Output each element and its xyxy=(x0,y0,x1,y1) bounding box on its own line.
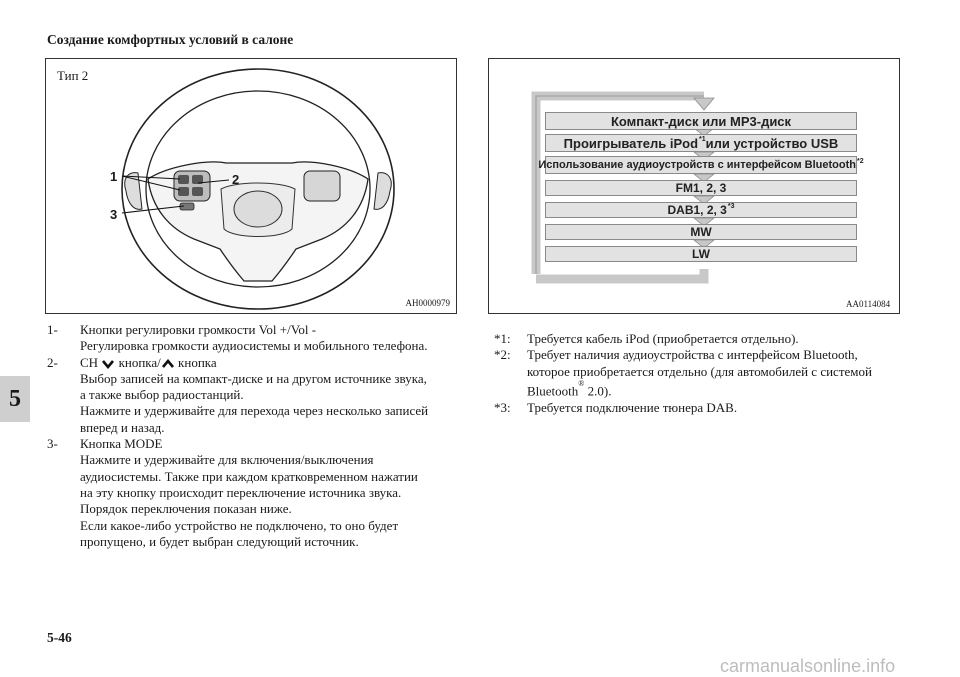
chapter-tab: 5 xyxy=(0,376,30,422)
list-item-volume xyxy=(47,322,462,355)
list-item-mode xyxy=(47,436,462,550)
item-line: а также выбор радиостанций. xyxy=(80,387,244,403)
source-label: MW xyxy=(690,225,712,239)
footnote-number: *2: xyxy=(494,347,511,363)
source-bar-bluetooth xyxy=(538,156,864,174)
page-header: Создание комфортных условий в салоне xyxy=(47,32,294,47)
callout-1: 1 xyxy=(110,169,118,184)
chevron-up-icon xyxy=(161,359,175,369)
footnote-text: Bluetooth xyxy=(527,383,579,399)
figure-caption: Тип 2 xyxy=(57,68,89,83)
steering-wheel-figure xyxy=(45,58,457,314)
item-line: Если какое-либо устройство не подключено, то оно будет xyxy=(80,517,399,533)
source-bar-mw xyxy=(545,224,857,240)
footnotes xyxy=(494,331,904,416)
chevron-down-icon xyxy=(101,359,115,369)
source-bar-fm xyxy=(545,180,857,196)
registered-mark: ® xyxy=(578,378,585,388)
footnote-number: *3: xyxy=(494,399,511,415)
source-label-cont: или устройство USB xyxy=(705,135,839,151)
figure-code: AH0000979 xyxy=(405,298,450,308)
footnote-line: Требует наличия аудиоустройства с интерфейсом Bluetooth, xyxy=(527,347,858,363)
source-bar-dab xyxy=(545,202,857,218)
item-line: Нажмите и удерживайте для включения/выключения xyxy=(80,452,374,468)
footnote-text: 2.0). xyxy=(584,383,612,399)
source-bar-cd xyxy=(545,112,857,130)
footnote-ref: *3 xyxy=(727,202,735,210)
item-line: Выбор записей на компакт-диске и на другом источнике звука, xyxy=(80,370,427,386)
footnote-ref: *1 xyxy=(699,135,706,143)
footnote-number: *1: xyxy=(494,331,511,346)
footnote-line: Требуется подключение тюнера DAB. xyxy=(527,399,738,415)
source-bar-lw xyxy=(545,246,857,262)
item-text: кнопка/ xyxy=(118,354,161,370)
figure-code: AA0114084 xyxy=(846,299,891,309)
item-text: CH xyxy=(80,354,99,370)
footnote-ref: *2 xyxy=(857,157,864,165)
source-label: FM1, 2, 3 xyxy=(675,181,727,195)
watermark: carmanualsonline.info xyxy=(720,656,896,676)
source-label: LW xyxy=(692,247,710,261)
footnote-3 xyxy=(494,400,904,416)
item-line: Порядок переключения показан ниже. xyxy=(80,501,292,517)
item-text: кнопка xyxy=(178,354,217,370)
item-line: Кнопки регулировки громкости Vol +/Vol - xyxy=(80,322,317,337)
footnote-1 xyxy=(494,331,904,347)
item-line: пропущено, и будет выбран следующий источник. xyxy=(80,533,359,549)
source-label: Использование аудиоустройств с интерфейсом Bluetooth xyxy=(538,159,856,171)
item-number: 3- xyxy=(47,436,58,452)
footnote-line: которое приобретается отдельно (для автомобилей с системой xyxy=(527,363,872,379)
item-line: Регулировка громкости аудиосистемы и мобильного телефона. xyxy=(80,338,428,354)
footnote-line xyxy=(527,380,904,400)
callout-2: 2 xyxy=(232,172,240,187)
steering-wheel-illustration xyxy=(46,59,456,313)
footnote-line: Требуется кабель iPod (приобретается отдельно). xyxy=(527,331,799,346)
item-number: 1- xyxy=(47,322,58,337)
item-line: на эту кнопку происходит переключение источника звука. xyxy=(80,484,402,500)
item-number: 2- xyxy=(47,354,58,370)
source-label: Компакт-диск или MP3-диск xyxy=(610,113,792,129)
item-line: Кнопка MODE xyxy=(80,436,163,452)
source-label: DAB1, 2, 3 xyxy=(667,203,727,217)
controls-list xyxy=(47,322,462,550)
item-line: Нажмите и удерживайте для перехода через несколько записей xyxy=(80,403,429,419)
item-line: аудиосистемы. Также при каждом кратковременном нажатии xyxy=(80,468,418,484)
item-first-line xyxy=(80,355,462,371)
page-number: 5-46 xyxy=(47,630,72,645)
item-line: вперед и назад. xyxy=(80,419,165,435)
source-bar-ipod-usb xyxy=(545,134,857,152)
callout-3: 3 xyxy=(110,207,118,222)
source-label: Проигрыватель iPod xyxy=(563,135,699,151)
footnote-2 xyxy=(494,347,904,399)
list-item-ch xyxy=(47,355,462,436)
